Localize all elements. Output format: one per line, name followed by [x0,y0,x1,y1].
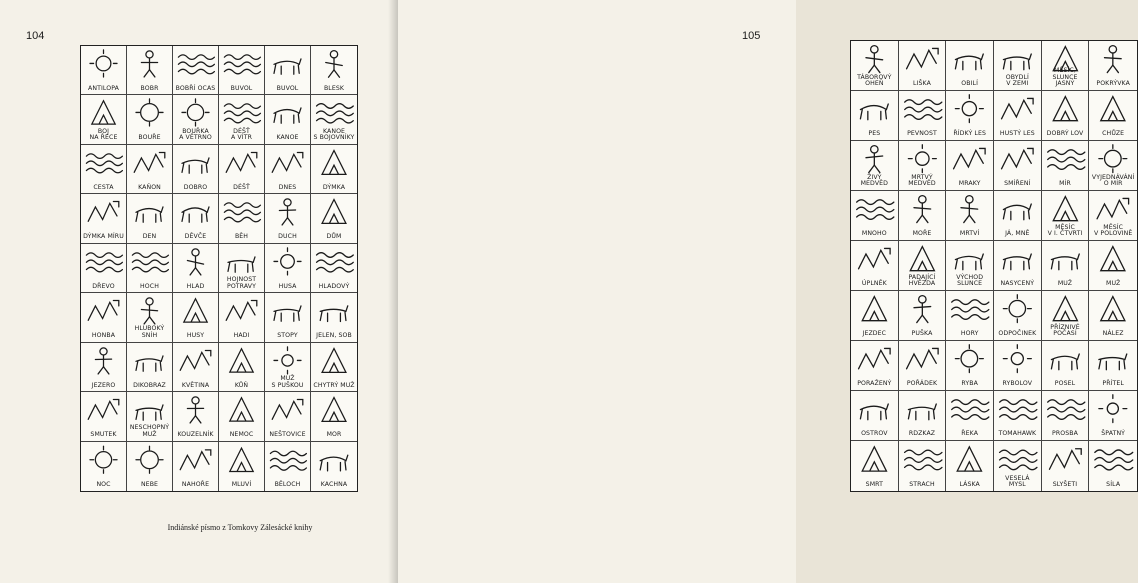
pictograph-label: PŘÍTEL [1102,380,1124,388]
pictograph-label: DIKOBRAZ [133,381,166,389]
pictograph-label: STOPY [277,332,298,340]
pictograph-cell [946,191,994,241]
pictograph-cell [127,293,173,342]
pictograph-cell [173,293,219,342]
pictograph-cell [946,391,994,441]
pictograph-label: POKRÝVKA [1096,80,1130,88]
pictograph-label: MRTVÍ [959,230,980,238]
pictograph-label: MĚSÍC V I. ČTVRTI [1047,223,1083,238]
pictograph-label: RYBA [961,380,978,388]
pictograph-cell [994,41,1042,91]
pictograph-cell [851,91,899,141]
pictograph-label: KVĚTINA [181,381,210,389]
pictograph-label: MÍR [1059,180,1071,188]
pictograph-label: HUSTÝ LES [999,130,1035,138]
pictograph-label: BĚLOCH [274,481,301,489]
pictograph-label: DÉŠŤ [233,183,250,191]
pictograph-cell [219,293,265,342]
pictograph-cell [311,194,357,243]
pictograph-cell [311,244,357,293]
pictograph-label: PORAŽENÝ [857,380,892,388]
pictograph-cell [265,46,311,95]
pictograph-label: PADAJÍCÍ HVĚZDA [908,273,936,288]
pictograph-label: HUSA [278,282,297,290]
pictograph-label: CESTA [93,183,114,191]
pictograph-cell [946,341,994,391]
pictograph-label: DNES [278,183,297,191]
pictograph-cell [311,343,357,392]
pictograph-label: HUSY [186,332,205,340]
pictograph-cell [946,141,994,191]
pictograph-label: JELEN, SOB [316,332,352,340]
pictograph-label: DŘEVO [92,282,115,290]
pictograph-label: DŮM [326,233,342,241]
pictograph-cell [173,46,219,95]
pictograph-cell [81,442,127,491]
pictograph-label: KOUZELNÍK [177,430,214,438]
pictograph-label: MRTVÝ MEDVĚD [908,173,936,188]
pictograph-cell [173,442,219,491]
page-number-left: 104 [26,30,45,42]
pictograph-cell [81,293,127,342]
pictograph-cell [219,145,265,194]
pictograph-cell [1042,391,1090,441]
pictograph-cell [851,291,899,341]
pictograph-label: ŠPATNÝ [1101,430,1126,438]
pictograph-cell [851,41,899,91]
pictograph-label: MUŽ [1106,280,1121,288]
pictograph-label: PROSBA [1052,430,1078,438]
pictograph-grid-left [80,45,358,492]
pictograph-label: KŮŇ [234,381,249,389]
pictograph-cell [127,392,173,441]
pictograph-label: OBYDLÍ V ZEMI [1005,73,1029,88]
pictograph-cell [265,442,311,491]
pictograph-label: BOUŘKA A VĚTRNO [179,127,212,142]
pictograph-label: TÁBOROVÝ OHEŇ [857,73,892,88]
pictograph-cell [127,244,173,293]
left-page [0,0,398,583]
pictograph-cell [994,241,1042,291]
pictograph-label: BOBR [140,84,159,92]
pictograph-cell [265,244,311,293]
page-number-right: 105 [742,30,761,42]
pictograph-label: NOC [96,481,111,489]
pictograph-cell [1089,241,1137,291]
pictograph-cell [1042,241,1090,291]
pictograph-cell [1042,41,1090,91]
pictograph-label: VESELÁ MYSL [1005,474,1030,489]
pictograph-label: BUVOL [276,84,299,92]
pictograph-cell [946,41,994,91]
pictograph-label: MUŽ [1057,280,1073,288]
pictograph-cell [173,95,219,144]
pictograph-cell [1042,441,1090,491]
pictograph-cell [265,95,311,144]
pictograph-label: RDZKAZ [908,430,936,438]
pictograph-cell [1042,191,1090,241]
pictograph-cell [81,343,127,392]
pictograph-label: NEŠTOVICE [269,430,306,438]
pictograph-label: NÁLEZ [1102,330,1124,338]
pictograph-cell [127,343,173,392]
pictograph-label: RYBOLOV [1002,380,1033,388]
pictograph-cell [173,194,219,243]
pictograph-cell [127,46,173,95]
pictograph-label: BOBŘÍ OCAS [175,84,216,92]
pictograph-label: NESCHOPNÝ MUŽ [129,424,170,438]
pictograph-label: MLUVÍ [231,481,252,489]
pictograph-label: HADI [233,332,250,340]
pictograph-cell [219,442,265,491]
pictograph-cell [1089,341,1137,391]
pictograph-cell [81,392,127,441]
pictograph-label: MNOHO [861,230,887,238]
pictograph-label: HLUBOKÝ SNÍH [134,325,165,340]
pictograph-label: NEMOC [229,430,254,438]
pictograph-label: POSEL [1054,380,1076,388]
pictograph-label: LÁSKA [959,481,980,489]
pictograph-cell [899,141,947,191]
pictograph-label: SMRT [865,481,883,489]
pictograph-label: TOMAHAWK [998,430,1037,438]
pictograph-cell [1089,291,1137,341]
pictograph-cell [1089,91,1137,141]
pictograph-cell [311,46,357,95]
pictograph-label: OSTROV [861,430,888,438]
pictograph-cell [265,194,311,243]
pictograph-label: BOUŘE [138,134,161,142]
pictograph-cell [173,244,219,293]
pictograph-cell [81,95,127,144]
pictograph-label: ANTILOPA [88,84,119,92]
pictograph-cell [946,291,994,341]
pictograph-label: BLESK [323,84,345,92]
pictograph-cell [311,442,357,491]
pictograph-label: NEBE [140,481,159,489]
pictograph-cell [994,291,1042,341]
pictograph-cell [311,392,357,441]
pictograph-label: LIŠKA [913,80,931,88]
pictograph-label: KAŇON [138,183,161,191]
pictograph-cell [127,95,173,144]
pictograph-cell [173,145,219,194]
pictograph-cell [899,241,947,291]
pictograph-cell [899,441,947,491]
pictograph-cell [219,343,265,392]
pictograph-label: ODPOČINEK [998,330,1037,338]
pictograph-cell [219,392,265,441]
pictograph-label: ŘEKA [961,430,979,438]
pictograph-label: JÁ, MNĚ [1005,230,1030,238]
pictograph-label: POŘÁDEK [906,380,938,388]
pictograph-cell [265,293,311,342]
pictograph-cell [1089,441,1137,491]
pictograph-cell [1042,141,1090,191]
pictograph-cell [899,291,947,341]
pictograph-grid-right [850,40,1138,492]
pictograph-cell [1042,291,1090,341]
pictograph-label: JEZDEC [862,330,887,338]
pictograph-label: HLADOVÝ [318,282,350,290]
pictograph-label: HOCH [140,282,159,290]
pictograph-label: MĚSÍC V POLOVINĚ [1093,223,1133,238]
pictograph-label: DEN [142,233,157,241]
pictograph-cell [1089,41,1137,91]
pictograph-label: HORY [960,330,979,338]
pictograph-cell [899,91,947,141]
pictograph-cell [219,194,265,243]
pictograph-label: HOJNOST POTRAVY [226,276,257,290]
pictograph-label: MĚSÍC, SLUNCE JASNÝ [1052,67,1078,88]
pictograph-cell [899,41,947,91]
pictograph-cell [899,191,947,241]
pictograph-label: PŘÍZNIVÉ POČASÍ [1050,323,1080,338]
pictograph-cell [265,392,311,441]
pictograph-cell [946,91,994,141]
pictograph-cell [1089,141,1137,191]
pictograph-label: KANOE [276,134,299,142]
pictograph-cell [81,194,127,243]
pictograph-label: SMÍŘENÍ [1004,180,1031,188]
pictograph-cell [851,241,899,291]
pictograph-label: KACHNA [320,481,348,489]
pictograph-label: PEVNOST [907,130,937,138]
pictograph-label: BOJ NA ŘECE [89,127,118,142]
pictograph-cell [311,293,357,342]
pictograph-label: SÍLA [1106,481,1121,489]
pictograph-cell [311,145,357,194]
pictograph-cell [81,46,127,95]
pictograph-cell [994,391,1042,441]
pictograph-cell [219,46,265,95]
pictograph-label: VÝCHOD SLUNCE [956,273,984,288]
pictograph-label: SMUTEK [90,430,117,438]
pictograph-label: PUŠKA [911,330,933,338]
pictograph-cell [994,91,1042,141]
pictograph-cell [219,244,265,293]
pictograph-cell [265,145,311,194]
right-page [398,0,1135,583]
pictograph-label: MOR [326,430,342,438]
pictograph-cell [946,241,994,291]
pictograph-cell [127,194,173,243]
pictograph-label: DÉŠŤ A VÍTR [231,127,252,142]
pictograph-cell [994,341,1042,391]
pictograph-label: DÝMKA MÍRU [83,233,124,241]
pictograph-cell [173,343,219,392]
pictograph-label: OBILÍ [961,80,979,88]
pictograph-cell [851,441,899,491]
pictograph-label: JEZERO [91,381,116,389]
pictograph-label: CHŮZE [1102,130,1125,138]
pictograph-cell [851,391,899,441]
pictograph-label: HLAD [186,282,205,290]
pictograph-cell [127,145,173,194]
pictograph-cell [994,191,1042,241]
pictograph-label: DUCH [278,233,297,241]
pictograph-label: ŘÍDKÝ LES [953,130,986,138]
pictograph-label: SLYŠETI [1052,481,1078,489]
pictograph-cell [1089,191,1137,241]
pictograph-label: DĚVČE [184,233,207,241]
pictograph-cell [994,441,1042,491]
pictograph-cell [994,141,1042,191]
pictograph-cell [851,341,899,391]
pictograph-label: DOBRÝ LOV [1046,130,1084,138]
pictograph-label: PES [868,130,881,138]
figure-caption: Indiánské písmo z Tomkovy Zálesácké knihy [167,523,313,532]
pictograph-cell [173,392,219,441]
pictograph-label: NAHOŘE [181,481,210,489]
pictograph-label: MRAKY [958,180,981,188]
pictograph-label: BUVOL [230,84,253,92]
pictograph-label: DOBRO [183,183,208,191]
pictograph-cell [946,441,994,491]
pictograph-cell [851,191,899,241]
pictograph-cell [851,141,899,191]
pictograph-cell [1089,391,1137,441]
pictograph-label: KANOE S BOJOVNÍKY [313,127,355,142]
pictograph-cell [1042,91,1090,141]
pictograph-cell [127,442,173,491]
pictograph-label: MOŘE [912,230,932,238]
pictograph-cell [1042,341,1090,391]
pictograph-label: CHYTRÝ MUŽ [313,381,355,389]
pictograph-cell [265,343,311,392]
pictograph-label: NASYCENÝ [1000,280,1035,288]
pictograph-label: STRACH [909,481,935,489]
pictograph-cell [899,391,947,441]
pictograph-cell [81,244,127,293]
pictograph-cell [219,95,265,144]
pictograph-cell [81,145,127,194]
pictograph-label: HONBA [91,332,116,340]
pictograph-cell [899,341,947,391]
pictograph-label: MUŽ S PUŠKOU [271,374,304,389]
pictograph-label: ŽIVÝ MEDVĚD [860,173,889,188]
pictograph-label: VYJEDNÁVÁNÍ O MÍR [1091,173,1135,188]
pictograph-label: DÝMKA [322,183,346,191]
pictograph-label: BĚH [234,233,249,241]
pictograph-cell [311,95,357,144]
pictograph-label: ÚPLNĚK [861,280,887,288]
